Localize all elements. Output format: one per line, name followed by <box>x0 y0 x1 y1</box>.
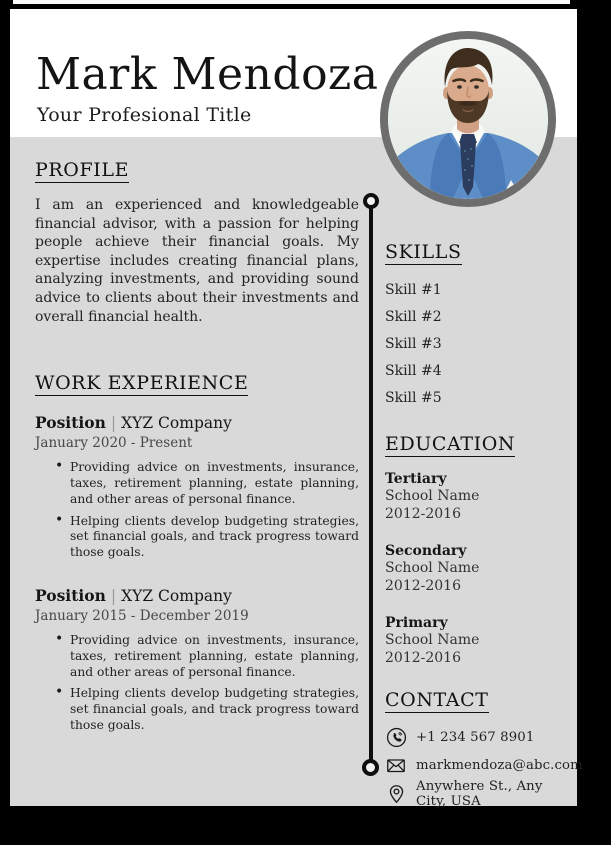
education-entry <box>385 614 573 667</box>
job-title <box>35 413 359 432</box>
contact-row-phone <box>385 725 573 750</box>
education-entries <box>385 470 573 667</box>
job-bullet: • Helping clients develop budgeting strategies, set financial goals, and track progress toward those goals. <box>35 514 359 561</box>
education-level: Tertiary <box>385 471 447 487</box>
phone-number: +1 234 567 8901 <box>416 730 535 745</box>
skill-item: Skill #5 <box>385 390 442 406</box>
portrait-illustration <box>388 39 548 199</box>
mail-icon <box>385 755 407 777</box>
profile-summary: I am an experienced and knowledgeable financial advisor, with a passion for helping people achieve their financial goals. My expertise includes creating financial plans, analyzing investments, and providing sound advice to clients about their investments and overall financial health. <box>35 197 359 325</box>
email-address: markmendoza@abc.com <box>416 758 583 773</box>
education-years: 2012-2016 <box>385 505 461 522</box>
street-address: Anywhere St., Any City, USA <box>416 778 543 809</box>
portrait-photo <box>380 31 556 207</box>
right-column <box>385 241 583 809</box>
skill-item: Skill #2 <box>385 309 442 325</box>
timeline-bottom-ring <box>362 759 379 776</box>
job-dates: January 2020 - Present <box>35 435 193 452</box>
professional-title: Your Profesional Title <box>37 104 252 126</box>
profile-heading: PROFILE <box>35 159 130 181</box>
education-years: 2012-2016 <box>385 577 461 594</box>
job-title-separator: | <box>110 414 117 433</box>
timeline-rule <box>369 200 373 767</box>
skills-list <box>385 277 573 412</box>
job-bullet: • Providing advice on investments, insurance, taxes, retirement planning, estate planning, and other areas of personal finance. <box>35 633 359 680</box>
work-experience-section <box>35 372 359 396</box>
education-heading: EDUCATION <box>385 433 516 455</box>
job-bullets <box>35 460 359 561</box>
job-entry <box>35 413 359 561</box>
contact-row-address <box>385 778 573 809</box>
skill-item: Skill #1 <box>385 282 442 298</box>
education-school: School Name <box>385 632 480 648</box>
education-section <box>385 433 573 667</box>
job-bullet: • Helping clients develop budgeting strategies, set financial goals, and track progress toward those goals. <box>35 686 359 733</box>
job-company: XYZ Company <box>121 586 232 605</box>
skills-heading: SKILLS <box>385 241 462 263</box>
education-entry <box>385 470 573 523</box>
job-dates: January 2015 - December 2019 <box>35 607 249 624</box>
page-edge-sliver <box>13 0 570 4</box>
skill-item: Skill #3 <box>385 336 442 352</box>
job-bullets <box>35 633 359 734</box>
education-school: School Name <box>385 488 480 504</box>
job-bullet: • Providing advice on investments, insurance, taxes, retirement planning, estate planning, and other areas of personal finance. <box>35 460 359 507</box>
education-level: Secondary <box>385 543 467 559</box>
resume-page <box>10 9 583 809</box>
location-pin-icon <box>385 783 407 805</box>
job-title <box>35 586 359 605</box>
education-level: Primary <box>385 615 448 631</box>
job-position: Position <box>35 413 106 433</box>
contact-section <box>385 689 583 809</box>
skill-item: Skill #4 <box>385 363 442 379</box>
job-position: Position <box>35 585 106 605</box>
work-experience-heading: WORK EXPERIENCE <box>35 372 249 395</box>
job-company: XYZ Company <box>121 414 232 433</box>
education-entry <box>385 542 573 595</box>
timeline-top-ring <box>363 193 379 209</box>
education-years: 2012-2016 <box>385 649 461 666</box>
candidate-name: Mark Mendoza <box>36 49 379 100</box>
job-title-separator: | <box>110 586 117 605</box>
contact-row-email <box>385 753 583 778</box>
education-school: School Name <box>385 560 480 576</box>
left-column <box>35 159 359 740</box>
contact-rows <box>385 725 583 809</box>
phone-icon <box>385 727 407 749</box>
contact-heading: CONTACT <box>385 689 489 711</box>
job-entry <box>35 586 359 734</box>
